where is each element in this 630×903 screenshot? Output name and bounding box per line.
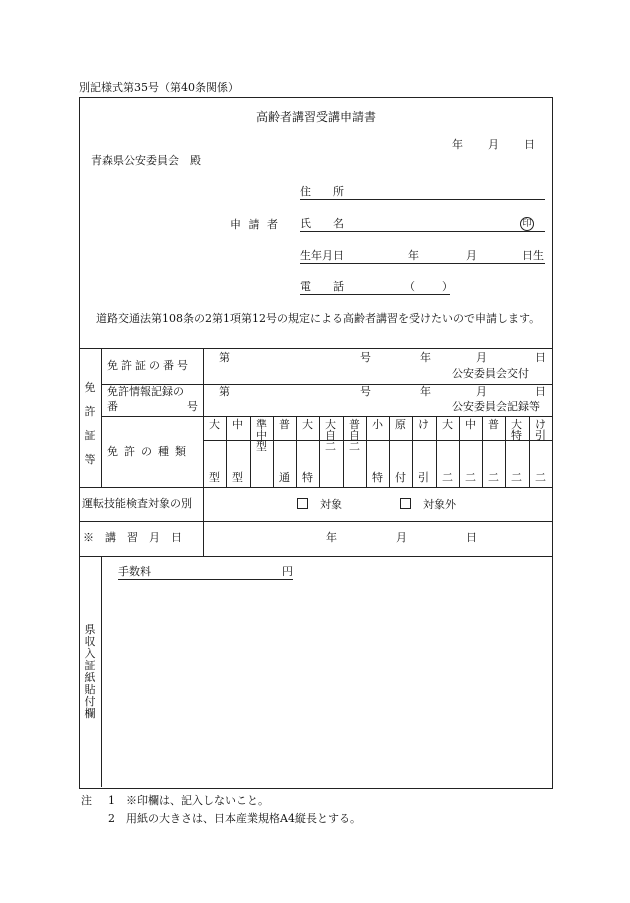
revenue-stamp-area[interactable] — [102, 585, 551, 785]
license-type-top: 小 — [372, 418, 383, 431]
applicant-label: 申 請 者 — [230, 218, 280, 231]
dob-label: 生年月日 — [300, 249, 344, 262]
license-type-bottom: 型 — [209, 471, 220, 485]
license-record-year: 年 — [420, 385, 431, 398]
license-type-top: 大 — [209, 418, 220, 431]
license-type-cell[interactable] — [296, 419, 319, 484]
license-number-label: 免許証の番号 — [107, 359, 191, 372]
license-type-cell[interactable] — [459, 419, 482, 484]
license-type-cell[interactable] — [343, 419, 366, 484]
license-number-month: 月 — [476, 351, 487, 364]
license-record-prefix: 第 — [219, 385, 230, 398]
license-record-label-2b: 号 — [187, 400, 198, 413]
license-type-bottom: 引 — [418, 471, 429, 485]
course-date-label: ※ 講 習 月 日 — [83, 531, 182, 544]
note-2-num: 2 — [108, 812, 115, 825]
phone-paren-open: （ — [404, 280, 415, 293]
license-type-bottom: 二 — [488, 471, 499, 485]
inspection-option-target[interactable]: 対象 — [297, 498, 342, 510]
fee-label: 手数料 — [118, 565, 151, 578]
license-type-cell[interactable] — [529, 419, 552, 484]
form-title: 高齢者講習受講申請書 — [256, 110, 377, 124]
seal-mark: 印 — [520, 217, 534, 231]
license-type-cell[interactable] — [436, 419, 459, 484]
license-type-bottom: 二 — [511, 471, 522, 485]
license-number-day: 日 — [535, 351, 546, 364]
dob-day: 日生 — [522, 249, 544, 262]
license-type-cell[interactable] — [226, 419, 249, 484]
license-type-top: 大特 — [511, 418, 522, 442]
license-type-cell[interactable] — [319, 419, 342, 484]
fee-field[interactable] — [118, 566, 293, 580]
phone-label: 電 話 — [300, 280, 344, 293]
inspection-option-non-target[interactable]: 対象外 — [400, 498, 456, 510]
inspection-label: 運転技能検査対象の別 — [82, 497, 192, 510]
dob-month: 月 — [466, 249, 477, 262]
name-field[interactable] — [300, 218, 545, 232]
license-type-cell[interactable] — [412, 419, 435, 484]
license-type-bottom: 通 — [279, 471, 290, 485]
course-date-month: 月 — [396, 531, 407, 544]
phone-field[interactable] — [300, 280, 453, 295]
license-type-bottom: 付 — [395, 471, 406, 485]
license-type-cell[interactable] — [273, 419, 296, 484]
addressee: 青森県公安委員会 殿 — [91, 154, 201, 167]
license-type-top: 中 — [465, 418, 476, 431]
license-type-top: 大 — [442, 418, 453, 431]
license-type-top: 普 — [488, 418, 499, 431]
license-type-bottom: 二 — [535, 471, 546, 485]
note-2-text: 用紙の大きさは、日本産業規格A4縦長とする。 — [126, 812, 361, 825]
stamp-area-label: 県収入証紙貼付欄 — [84, 623, 96, 720]
license-section-label: 免許証等 — [84, 381, 96, 466]
license-type-bottom: 型 — [232, 471, 243, 485]
license-type-top: け引 — [535, 418, 546, 442]
note-1-text: ※印欄は、記入しないこと。 — [126, 794, 269, 807]
checkbox-non-target[interactable] — [400, 498, 411, 509]
license-number-suffix: 号 — [360, 351, 371, 364]
license-type-bottom: 特 — [372, 471, 383, 485]
license-record-month: 月 — [476, 385, 487, 398]
notes-prefix: 注 — [81, 794, 92, 807]
license-record-label-1: 免許情報記録の — [107, 385, 184, 398]
phone-paren-close: ） — [442, 280, 453, 293]
license-type-top: 普 — [279, 418, 290, 431]
license-type-bottom: 二 — [442, 471, 453, 485]
fee-unit: 円 — [282, 565, 293, 578]
date-year: 年 — [452, 138, 463, 151]
license-type-top: 原 — [395, 418, 406, 431]
dob-year: 年 — [408, 249, 419, 262]
license-type-cell[interactable] — [482, 419, 505, 484]
address-field[interactable] — [300, 186, 545, 200]
license-type-top: 普自二 — [349, 418, 360, 453]
name-label: 氏 名 — [300, 217, 344, 230]
license-type-top: 準中型 — [256, 418, 267, 453]
checkbox-target[interactable] — [297, 498, 308, 509]
license-type-top: け — [418, 418, 429, 431]
license-type-top: 大 — [302, 418, 313, 431]
license-type-bottom: 二 — [465, 471, 476, 485]
license-type-bottom: 特 — [302, 471, 313, 485]
course-date-day: 日 — [466, 531, 477, 544]
license-record-suffix: 号 — [360, 385, 371, 398]
license-record-issuer: 公安委員会記録等 — [452, 400, 540, 413]
license-type-top: 中 — [232, 418, 243, 431]
license-number-year: 年 — [420, 351, 431, 364]
license-record-day: 日 — [535, 385, 546, 398]
license-type-cell[interactable] — [366, 419, 389, 484]
date-month: 月 — [488, 138, 499, 151]
application-statement: 道路交通法第108条の2第1項第12号の規定による高齢者講習を受けたいので申請します。 — [96, 312, 541, 325]
license-number-prefix: 第 — [219, 351, 230, 364]
license-type-top: 大自二 — [325, 418, 336, 453]
dob-field[interactable] — [300, 250, 545, 264]
license-record-label-2a: 番 — [107, 400, 118, 413]
note-1-num: 1 — [108, 794, 115, 807]
license-type-cell[interactable] — [250, 419, 273, 484]
course-date-year: 年 — [326, 531, 337, 544]
license-type-cell[interactable] — [505, 419, 528, 484]
form-reference: 別記様式第35号（第40条関係） — [79, 81, 239, 94]
address-label: 住 所 — [300, 185, 344, 198]
license-type-cell[interactable] — [203, 419, 226, 484]
license-type-cell[interactable] — [389, 419, 412, 484]
date-day: 日 — [524, 138, 535, 151]
license-number-issuer: 公安委員会交付 — [452, 367, 529, 380]
license-types-label: 免許の種類 — [107, 445, 192, 458]
